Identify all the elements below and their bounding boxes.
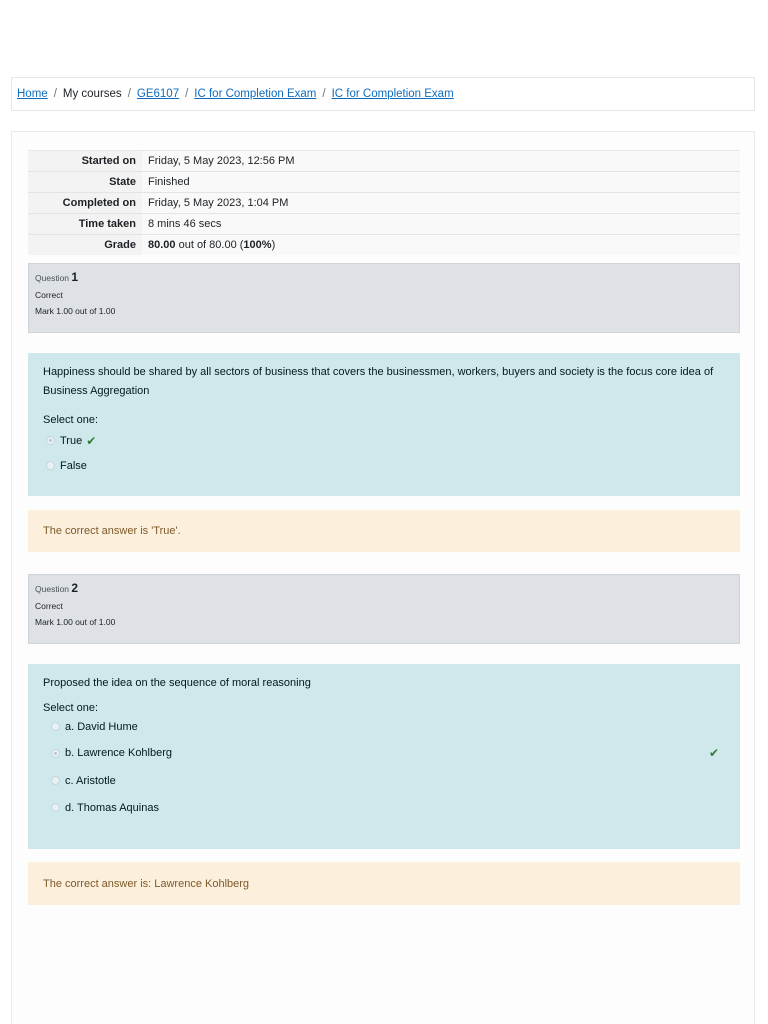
grade-percent: 100% [243, 239, 272, 251]
breadcrumb-separator: / [322, 88, 326, 100]
breadcrumb-separator: / [127, 88, 131, 100]
question-2-content [28, 664, 740, 849]
summary-label: Time taken [28, 214, 142, 235]
summary-label: Completed on [28, 193, 142, 214]
radio-button[interactable] [46, 436, 55, 445]
grade-score: 80.00 [148, 239, 176, 251]
radio-button[interactable] [46, 461, 55, 470]
breadcrumb-separator: / [185, 88, 189, 100]
check-icon: ✔ [86, 433, 97, 448]
question-number [35, 581, 733, 595]
summary-value: 8 mins 46 secs [142, 214, 740, 235]
breadcrumb-separator: / [53, 88, 57, 100]
summary-value: Friday, 5 May 2023, 12:56 PM [142, 151, 740, 172]
grade-close: ) [271, 239, 276, 251]
answer-label: c. Aristotle [65, 774, 116, 787]
question-1-feedback: The correct answer is 'True'. [28, 510, 740, 552]
attempt-summary-table [28, 150, 740, 255]
breadcrumb [11, 77, 755, 111]
question-number [35, 270, 733, 284]
question-grade: Mark 1.00 out of 1.00 [35, 306, 116, 316]
summary-label: Grade [28, 235, 142, 256]
select-one-prompt: Select one: [43, 702, 99, 714]
radio-button[interactable] [51, 803, 60, 812]
summary-value: Finished [142, 172, 740, 193]
answer-label: d. Thomas Aquinas [65, 801, 159, 814]
question-2-info [28, 574, 740, 644]
question-grade: Mark 1.00 out of 1.00 [35, 617, 116, 627]
grade-out-of: out of 80.00 ( [178, 239, 244, 251]
summary-row [28, 193, 740, 214]
breadcrumb-quiz-link[interactable]: IC for Completion Exam [194, 88, 317, 100]
breadcrumb-review-link[interactable]: IC for Completion Exam [331, 88, 454, 100]
answer-label: True [60, 434, 83, 447]
question-2-feedback: The correct answer is: Lawrence Kohlberg [28, 862, 740, 905]
check-icon: ✔ [708, 746, 719, 760]
answer-option[interactable] [48, 767, 725, 794]
select-one-prompt: Select one: [43, 414, 99, 426]
question-number-value: 1 [71, 270, 79, 284]
question-1-info [28, 263, 740, 333]
breadcrumb-home-link[interactable]: Home [17, 88, 48, 100]
answer-label: b. Lawrence Kohlberg [65, 747, 173, 759]
answer-option[interactable] [43, 428, 725, 453]
summary-value: Friday, 5 May 2023, 1:04 PM [142, 193, 740, 214]
answer-option[interactable] [48, 739, 725, 767]
breadcrumb-course-link[interactable]: GE6107 [136, 88, 180, 100]
radio-button[interactable] [51, 722, 60, 731]
summary-label: State [28, 172, 142, 193]
question-state: Correct [35, 290, 63, 300]
summary-label: Started on [28, 151, 142, 172]
question-1-content [28, 353, 740, 496]
question-text: Happiness should be shared by all sectors of business that covers the businessmen, workers, buyers and society is the focus core idea of Business Aggregation [43, 366, 714, 397]
radio-button[interactable] [51, 776, 60, 785]
summary-row [28, 172, 740, 193]
summary-row-grade [28, 235, 740, 256]
question-number-value: 2 [71, 581, 79, 595]
question-word: Question [35, 584, 70, 594]
grade-value [142, 235, 740, 256]
question-state: Correct [35, 601, 63, 611]
answer-label: a. David Hume [65, 720, 138, 733]
question-word: Question [35, 273, 70, 283]
answer-option[interactable] [48, 794, 725, 821]
answer-label: False [60, 459, 87, 472]
question-text: Proposed the idea on the sequence of moral reasoning [43, 677, 311, 689]
summary-row [28, 214, 740, 235]
summary-row [28, 151, 740, 172]
answer-option[interactable] [48, 714, 725, 739]
radio-button[interactable] [51, 749, 60, 758]
breadcrumb-my-courses: My courses [62, 88, 122, 100]
answer-option[interactable] [43, 453, 725, 478]
